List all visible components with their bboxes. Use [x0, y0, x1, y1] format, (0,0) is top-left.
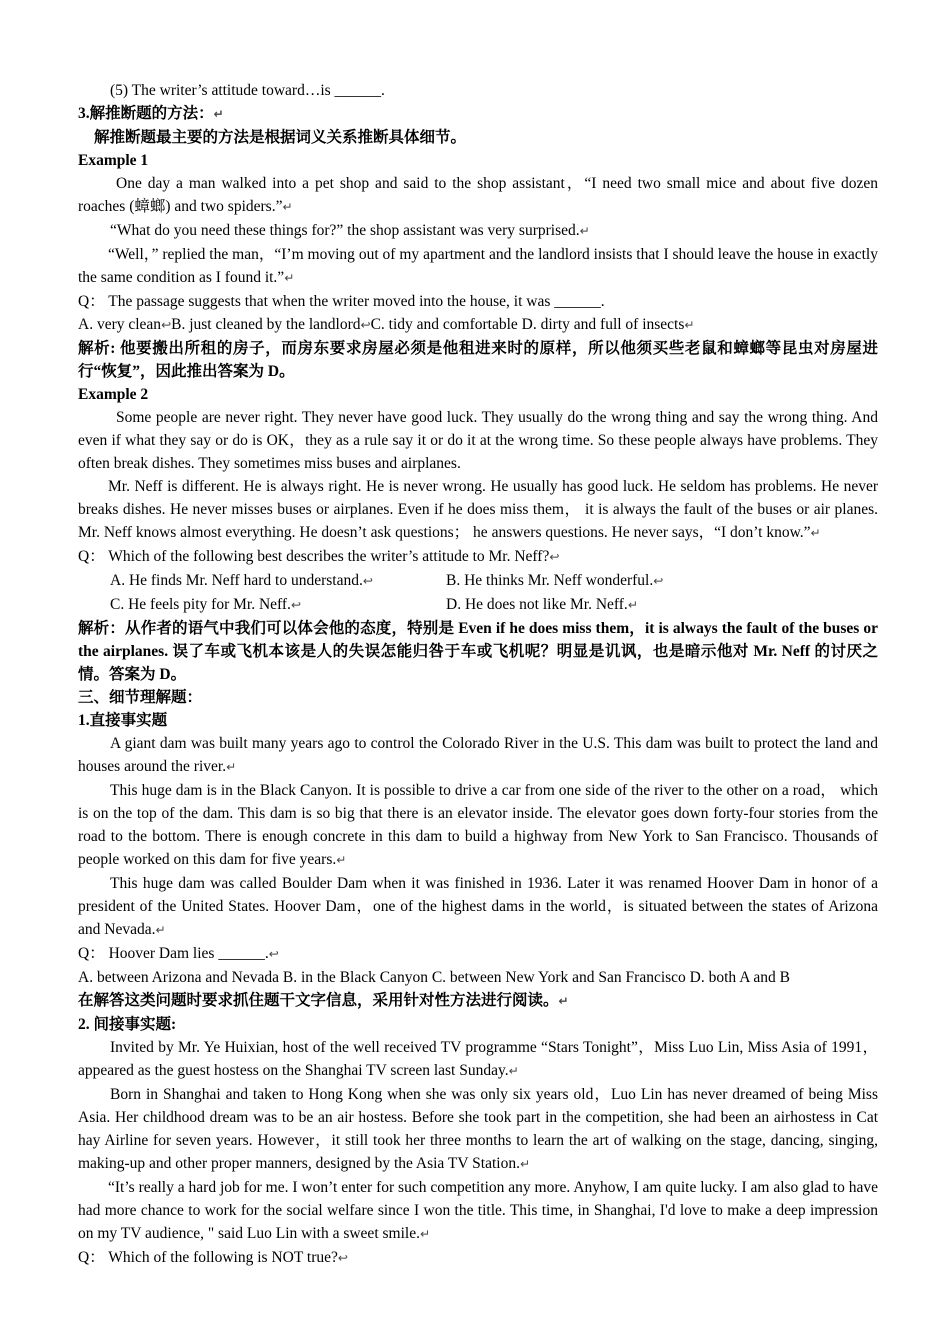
paragraph-mark-icon: ↵ — [684, 318, 695, 332]
example-heading: Example 2 — [78, 386, 149, 403]
paragraph-mark-icon: ↵ — [282, 200, 293, 214]
soft-return-icon: ↩ — [290, 598, 301, 612]
paragraph-mark-icon: ↵ — [284, 271, 295, 285]
section-heading: 三、细节理解题： — [78, 689, 203, 706]
paragraph-mark-icon: ↵ — [213, 107, 224, 121]
example-heading: Example 1 — [78, 152, 149, 169]
question-line: Q： Hoover Dam lies ______.↩ — [78, 945, 279, 962]
soft-return-icon: ↩ — [268, 947, 279, 961]
passage-paragraph: Mr. Neff is different. He is always right. He is never wrong. He usually has good luck. He seldom has problems. He never breaks dishes. He never misses buses or airplanes. Even if he does miss them， it is always the fault of the buses or air planes. Mr. Neff knows almost everything. He doesn’t ask questions； he answers questions. He never says，“I don’t know.”↵ — [78, 478, 878, 541]
passage-paragraph: “Well，” replied the man，“I’m moving out of my apartment and the landlord insists that I should leave the house in exactly the same condition as I found it.”↵ — [78, 246, 878, 286]
question-line: Q： Which of the following best describes the writer’s attitude to Mr. Neff?↩ — [78, 548, 560, 565]
passage-paragraph: Born in Shanghai and taken to Hong Kong when she was only six years old，Luo Lin has never dreamed of being Miss Asia. Her childhood dream was to be an air hostess. Before she took part in the competition, she had been an airhostess in Cat hay Airline for seven years. However，it still took her three months to learn the art of walking on the stage, dancing, singing, making-up and other proper manners, designed by the Asia TV Station.↵ — [78, 1086, 878, 1172]
passage-paragraph: Invited by Mr. Ye Huixian, host of the well received TV programme “Stars Tonight”，Miss Luo Lin, Miss Asia of 1991，appeared as the guest hostess on the Shanghai TV screen last Sunday.↵ — [78, 1039, 878, 1079]
passage-paragraph: Some people are never right. They never have good luck. They usually do the wrong thing and say the wrong thing. And even if what they say or do is OK，they as a rule say it or do it at the wrong time. So these people always have problems. They often break dishes. They sometimes miss buses and airplanes. — [78, 409, 878, 472]
method-text: 解推断题最主要的方法是根据词义关系推断具体细节。 — [94, 129, 467, 146]
paragraph-mark-icon: ↵ — [627, 598, 638, 612]
question-item: (5) The writer’s attitude toward…is ______. — [110, 82, 385, 99]
paragraph-mark-icon: ↵ — [810, 526, 821, 540]
options-line: A. very clean↩B. just cleaned by the landlord↩C. tidy and comfortable D. dirty and full of insects↵ — [78, 316, 695, 333]
subsection-heading: 1.直接事实题 — [78, 712, 168, 729]
paragraph-mark-icon: ↵ — [558, 994, 569, 1008]
passage-paragraph: A giant dam was built many years ago to control the Colorado River in the U.S. This dam was built to protect the land and houses around the river.↵ — [78, 735, 878, 775]
passage-paragraph: “What do you need these things for?” the shop assistant was very surprised.↵ — [110, 222, 590, 239]
soft-return-icon: ↩ — [549, 550, 560, 564]
question-line: Q： Which of the following is NOT true?↩ — [78, 1249, 348, 1266]
tip-text: 在解答这类问题时要求抓住题干文字信息，采用针对性方法进行阅读。↵ — [78, 992, 569, 1009]
options-row: C. He feels pity for Mr. Neff.↩ D. He does not like Mr. Neff.↵ — [110, 596, 638, 613]
paragraph-mark-icon: ↵ — [519, 1157, 531, 1171]
paragraph-mark-icon: ↵ — [226, 760, 237, 774]
analysis-text: 解析: 他要搬出所租的房子，而房东要求房屋必须是他租进来时的原样，所以他须买些老鼠和蟑螂等昆虫对房屋进行“恢复”，因此推出答案为 D。 — [78, 340, 878, 380]
analysis-text: 解析：从作者的语气中我们可以体会他的态度，特别是 Even if he does miss them，it is always the fault of the buses or the airplanes. 误了车或飞机本该是人的失误怎能归咎于车或飞机呢？明显是讥讽，也是暗示他对 Mr. Neff 的讨厌之情。答案为 D。 — [78, 620, 878, 683]
paragraph-mark-icon: ↵ — [579, 224, 590, 238]
soft-return-icon: ↩ — [362, 574, 373, 588]
subsection-heading: 2. 间接事实题: — [78, 1016, 177, 1033]
soft-return-icon: ↩ — [653, 574, 664, 588]
document-page — [78, 79, 878, 1270]
paragraph-mark-icon: ↵ — [508, 1064, 519, 1078]
section-heading: 3.解推断题的方法：↵ — [78, 105, 224, 122]
options-line: A. between Arizona and Nevada B. in the Black Canyon C. between New York and San Francisco D. both A and B — [78, 969, 791, 986]
question-line: Q： The passage suggests that when the writer moved into the house, it was ______. — [78, 293, 605, 310]
paragraph-mark-icon: ↵ — [336, 853, 347, 867]
passage-paragraph: One day a man walked into a pet shop and said to the shop assistant，“I need two small mice and about five dozen roaches (蟑螂) and two spiders.”↵ — [78, 175, 878, 215]
soft-return-icon: ↩ — [161, 318, 172, 332]
options-row: A. He finds Mr. Neff hard to understand.↩ B. He thinks Mr. Neff wonderful.↩ — [110, 572, 664, 589]
soft-return-icon: ↩ — [337, 1251, 348, 1265]
soft-return-icon: ↩ — [360, 318, 371, 332]
passage-paragraph: This huge dam was called Boulder Dam when it was finished in 1936. Later it was renamed Hoover Dam in honor of a president of the United States. Hoover Dam，one of the highest dams in the world，is situated between the states of Arizona and Nevada.↵ — [78, 875, 878, 938]
paragraph-mark-icon: ↵ — [155, 923, 166, 937]
passage-paragraph: This huge dam is in the Black Canyon. It is possible to drive a car from one side of the river to the other on a road， which is on the top of the dam. This dam is so big that there is an elevator inside. The elevator goes down forty-four stories from the road to the bottom. There is enough concrete in this dam to build a highway from New York to San Francisco. Thousands of people worked on this dam for five years.↵ — [78, 782, 878, 868]
passage-paragraph: “It’s really a hard job for me. I won’t enter for such competition any more. Anyhow, I am quite lucky. I am also glad to have had more chance to work for the social welfare since I won the title. This time, in Shanghai, I'd love to make a deep impression on my TV audience, " said Luo Lin with a sweet smile.↵ — [78, 1179, 878, 1242]
paragraph-mark-icon: ↵ — [419, 1227, 431, 1241]
